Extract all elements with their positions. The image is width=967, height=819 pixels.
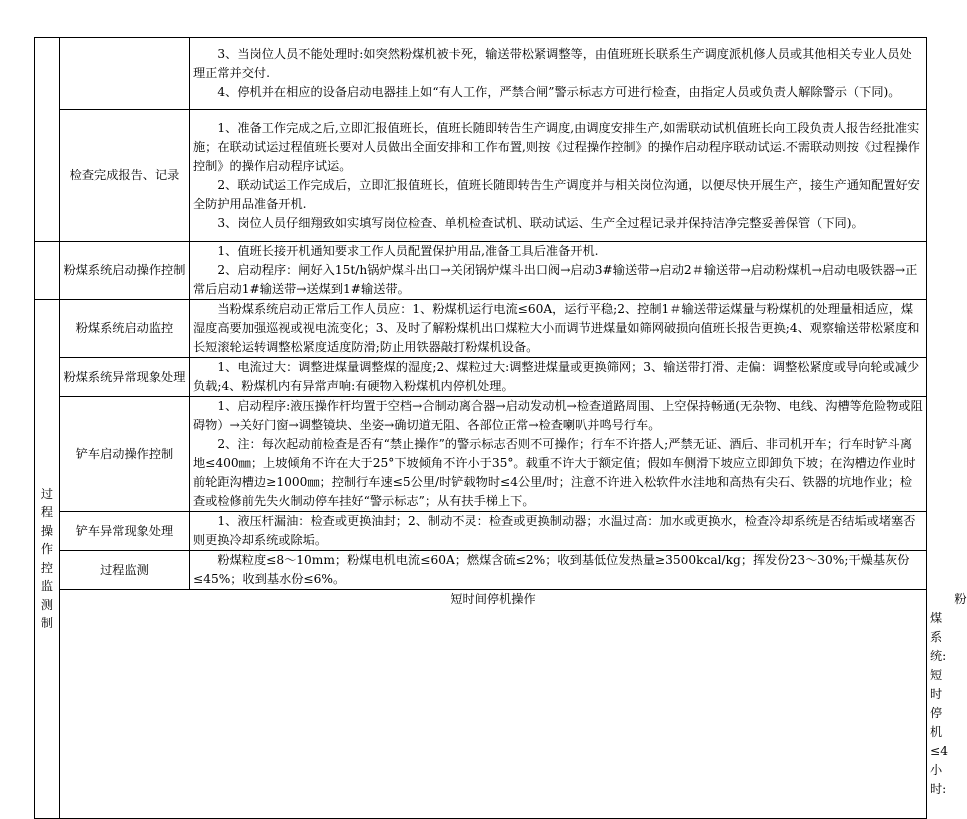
content-cell [190, 300, 927, 358]
table-row [35, 38, 927, 110]
table-row [35, 110, 927, 242]
content-cell [190, 551, 927, 590]
content-cell [190, 397, 927, 512]
item-cell: 粉煤系统异常现象处理 [60, 358, 190, 397]
paragraph: 1、电流过大：调整进煤量调整煤的湿度;2、煤粒过大:调整进煤量或更换筛网；3、输送带打滑、走偏：调整松紧度或导向轮或减少负载;4、粉煤机内有异常声响:有硬物入粉煤机内停机处理。 [193, 360, 920, 393]
table-row: 短时间停机操作 粉煤系统:短时停机≤4小时: [35, 590, 927, 819]
category-label: 过程操作控监测制 [40, 486, 54, 631]
content-cell [190, 242, 927, 300]
item-cell: 粉煤系统启动监控 [60, 300, 190, 358]
table-row [35, 300, 927, 358]
paragraph: 1、准备工作完成之后,立即汇报值班长，值班长随即转告生产调度,由调度安排生产,如需联动试机值班长向工段负责人报告经批准实施；在联动试运过程值班长要对人员做出全面安排和工作布置,则按《过程操作控制》的操作启动程序联动试运.不需联动则按《过程操作控制》的操作启动程序试运。 [193, 120, 920, 173]
category-cell [35, 300, 60, 819]
table-row [35, 551, 927, 590]
item-cell: 短时间停机操作 [60, 590, 927, 819]
item-cell: 铲车启动操作控制 [60, 397, 190, 512]
paragraph: 2、注：每次起动前检查是否有“禁止操作”的警示标志否则不可操作；行车不许搭人;严禁无证、酒后、非司机开车；行车时铲斗离地≤400㎜；上坡倾角不许在大于25°下坡倾角不许小于35°。载重不许大于额定值；假如车侧滑下坡应立即卸负下坡；在沟槽边作业时前轮距沟槽边≥1000㎜；控制行车速≤5公里/时铲载物时≤4公里/时；注意不许进入松软件水洼地和高热有尖石、铁器的坑地作业；检查或检修前先失火制动停车挂好“警示标志”；从有扶手梯上下。 [193, 437, 916, 508]
category-cell-blank [35, 242, 60, 300]
item-cell: 铲车异常现象处理 [60, 512, 190, 551]
table-row [35, 512, 927, 551]
item-cell: 检查完成报告、记录 [60, 110, 190, 242]
paragraph: 2、启动程序：闸好入15t/h锅炉煤斗出口→关闭锅炉煤斗出口阀→启动3#输送带→启动2＃输送带→启动粉煤机→启动电吸铁器→正常后启动1#输送带→送煤到1#输送带。 [193, 263, 918, 296]
paragraph: 4、停机并在相应的设备启动电器挂上如“有人工作，严禁合闸”警示标志方可进行检查，由指定人员或负责人解除警示（下同)。 [217, 85, 901, 99]
table-row [35, 358, 927, 397]
content-cell [190, 358, 927, 397]
table-row [35, 242, 927, 300]
item-cell: 粉煤系统启动操作控制 [60, 242, 190, 300]
item-cell: 过程监测 [60, 551, 190, 590]
paragraph: 当粉煤系统启动正常后工作人员应：1、粉煤机运行电流≤60A，运行平稳;2、控制1＃输送带运煤量与粉煤机的处理量相适应，煤湿度高要加强巡视或视电流变化；3、及时了解粉煤机出口煤粒大小而调节进煤量如筛网破损向值班长报告更换;4、观察输送带松紧度和长短滚轮运转调整松紧度适度防滑;防止用铁器敲打粉煤机设备。 [193, 302, 920, 354]
content-cell [190, 110, 927, 242]
procedure-table [34, 37, 967, 819]
category-cell-top [35, 38, 60, 242]
content-cell [190, 512, 927, 551]
paragraph: 3、当岗位人员不能处理时:如突然粉煤机被卡死，输送带松紧调整等，由值班班长联系生产调度派机修人员或其他相关专业人员处理正常并交付. [193, 47, 912, 80]
paragraph: 3、岗位人员仔细翔致如实填写岗位检查、单机检查试机、联动试运、生产全过程记录并保持洁净完整妥善保管（下同)。 [217, 215, 864, 230]
paragraph: 2、联动试运工作完成后，立即汇报值班长，值班长随即转告生产调度并与相关岗位沟通，以便尽快开展生产，接生产通知配置好安全防护用品准备开机. [193, 177, 920, 211]
item-cell [60, 38, 190, 110]
paragraph: 1、值班长接开机通知要求工作人员配置保护用品,准备工具后准备开机. [217, 244, 599, 258]
paragraph: 粉煤粒度≤8～10mm；粉煤电机电流≤60A；燃煤含硫≤2%；收到基低位发热量≥3500kcal/kg；挥发份23～30%;干燥基灰份≤45%；收到基水份≤6%。 [193, 553, 910, 586]
paragraph: 1、启动程序:液压操作杆均置于空档→合制动离合器→启动发动机→检查道路周围、上空保持畅通(无杂物、电线、沟槽等危险物或阻碍物）→关好门窗→调整镜块、坐姿→确切道无阻、各部位正常→检查喇叭并鸣号行车。 [193, 399, 923, 432]
paragraph: 1、液压杆漏油：检查或更换油封；2、制动不灵：检查或更换制动器；水温过高：加水或更换水，检查冷却系统是否结垢或堵塞否则更换冷却系统或除垢。 [193, 514, 916, 547]
table-row [35, 397, 927, 512]
content-cell [190, 38, 927, 110]
